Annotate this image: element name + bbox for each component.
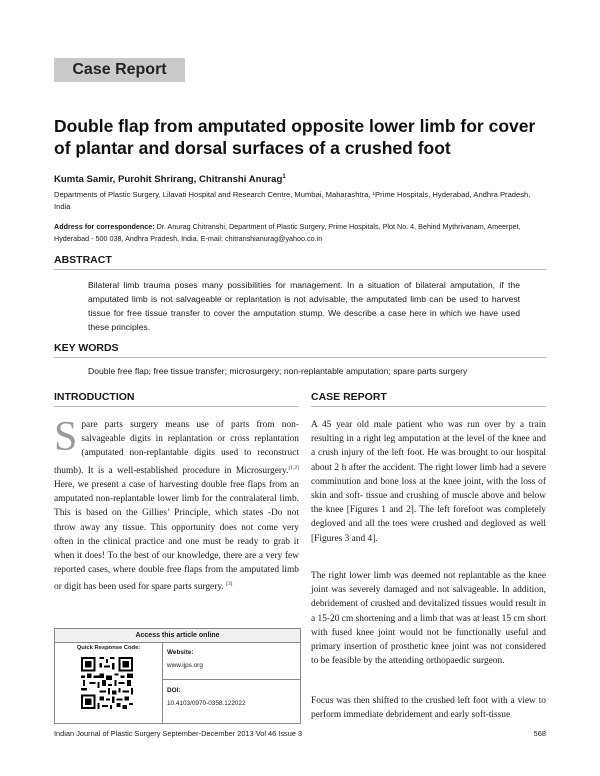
author-list [54,174,286,185]
intro-text-2: Here, we present a case of harvesting double free flaps from an amputated non-replantable lower limb for the contralateral limb. This is based on the Gillies’ Principle, which states -Do not throw away any tissue. This opportunity does not come very often in the clinical practice and one must be ready to grab it when it does! To the best of our knowledge, there are a very few reported cases, where double free flaps from the amputated limb or digit has been used for spare parts surgery. [54,479,299,593]
case-report-heading: CASE REPORT [311,391,546,407]
website-label-text: Website: [167,649,194,656]
article-access-box [54,628,301,724]
keywords-text: Double free flap; free tissue transfer; microsurgery; non-replantable amputation; spare parts surgery [88,366,468,376]
qr-area [55,643,163,723]
case-paragraph-2: The right lower limb was deemed not replantable as the knee joint was severely damaged and not salvageable. In addition, debridement of crushed and devitalized tissues would result in a 15-20 cm shortening and a limb that was at least 15 cm short with fused knee joint would not be functionally useful and primary insertion of prosthetic knee joint was not considered to be feasible by the attending orthopaedic surgeon. [311,571,546,667]
footer-page-number: 568 [533,729,546,738]
introduction-heading: INTRODUCTION [54,391,299,407]
abstract-text: Bilateral limb trauma poses many possibilities for management. In a situation of bilateral amputation, if the amputated limb is not salvageable or replantation is not advisable, the amputated limb can be used to harvest tissue for free tissue transfer to cover the amputation stump. We describe a case here in which we have used these principles. [88,280,520,332]
access-heading: Access this article online [55,629,300,643]
intro-citation-2: [3] [226,581,233,588]
article-type-badge: Case Report [54,58,185,82]
website-label [167,649,194,656]
drop-cap: S [54,414,78,460]
doi-label-text: DOI: [167,687,181,694]
address-label: Address for correspondence: [54,222,155,231]
intro-text-1: pare parts surgery means use of parts from non-salvageable digits in replantation or cross replantation (amputated non-replantable digits used to reconstruct thumb). It is a well-established procedure in Microsurgery. [54,420,299,476]
qr-code-icon[interactable] [81,657,133,709]
introduction-body [54,414,299,595]
info-divider [163,679,300,680]
doi-label [167,687,181,694]
author-superscript: 1 [282,174,286,180]
keywords-heading: KEY WORDS [54,342,546,358]
website-link[interactable]: www.ijps.org [167,662,203,669]
intro-citation-1: [1,2] [288,464,299,471]
article-title: Double flap from amputated opposite lower limb for cover of plantar and dorsal surfaces of a crushed foot [54,116,536,158]
case-paragraph-3: Focus was then shifted to the crushed left foot with a view to perform immediate debridement and early soft-tissue [311,696,546,721]
doi-link[interactable]: 10.4103/0970-0358.122022 [167,700,246,707]
correspondence-address [54,221,546,245]
qr-label: Quick Response Code: [76,645,141,651]
affiliations: Departments of Plastic Surgery, Lilavati Hospital and Research Centre, Mumbai, Maharashtra, ¹Prime Hospitals, Hyderabad, Andhra Pradesh, India [54,190,531,211]
case-paragraph-1: A 45 year old male patient who was run over by a train resulting in a right leg amputation at the level of the knee and a crush injury of the left foot. He was brought to our hospital about 2 h after the accident. The right lower limb had a severe comminution and bone loss at the knee joint, with the loss of skin and soft- tissue and crushing of muscle above and below the knee [Figures 1 and 2]. The left forefoot was completely degloved and all the toes were crushed and degloved as well [Figures 3 and 4]. [311,420,546,544]
abstract-heading: ABSTRACT [54,254,546,270]
author-names: Kumta Samir, Purohit Shrirang, Chitranshi Anurag [54,174,283,186]
address-text: Dr. Anurag Chitranshi, Department of Plastic Surgery, Prime Hospitals, Plot No. 4, Behind Mythrivanam, Ameerpet, Hyderabad - 500 038, Andhra Pradesh, India. E-mail: chitranshianurag@yahoo.co.in [54,222,521,243]
footer-journal-info: Indian Journal of Plastic Surgery September-December 2013 Vol 46 Issue 3 [54,729,303,738]
